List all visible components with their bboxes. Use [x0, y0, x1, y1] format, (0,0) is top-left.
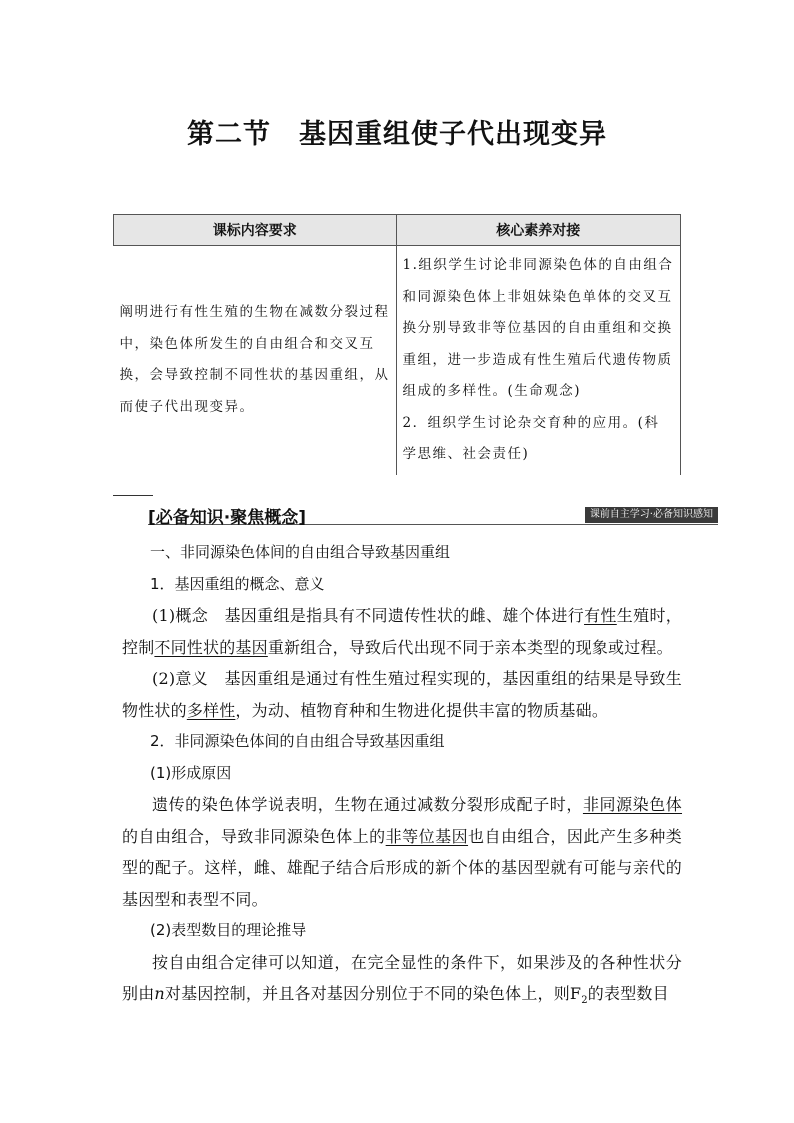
underlined-term: 不同性状的基因 — [154, 637, 268, 657]
literacy-item-2: 2．组织学生讨论杂交育种的应用。(科学思维、社会责任) — [402, 414, 660, 462]
underlined-term: 非等位基因 — [385, 826, 469, 846]
underlined-term: 多样性 — [186, 700, 236, 720]
body-text — [122, 537, 682, 1017]
subscript: 2 — [581, 995, 588, 1007]
standards-table — [113, 214, 681, 475]
heading-derivation: (2)表型数目的理论推导 — [150, 921, 307, 939]
requirement-cell: 阐明进行有性生殖的生物在减数分裂过程中，染色体所发生的自由组合和交叉互换，会导致控制不同性状的基因重组，从而使子代出现变异。 — [114, 246, 397, 475]
literacy-item-1: 1.组织学生讨论非同源染色体的自由组合和同源染色体上非姐妹染色单体的交叉互换分别导致非等位基因的自由重组和交换重组，进一步造成有性生殖后代遗传物质组成的多样性。(生命观念) — [402, 257, 674, 399]
heading-1: 一、非同源染色体间的自由组合导致基因重组 — [150, 543, 451, 561]
page-title: 第二节 基因重组使子代出现变异 — [187, 119, 607, 150]
header-requirements: 课标内容要求 — [114, 215, 397, 246]
paragraph-concept — [122, 600, 682, 663]
text-run: ，为动、植物育种和生物进化提供丰富的物质基础。 — [235, 700, 609, 720]
section-banner — [148, 504, 718, 528]
text-run: 遗传的染色体学说表明，生物在通过减数分裂形成配子时， — [152, 795, 583, 814]
text-run: 的表型数目 — [587, 984, 669, 1003]
text-run: 按自由组合定律可以知道，在完全显性的条件下，如果涉及的各种性状分别由 — [122, 952, 682, 1003]
text-run: 对基因控制，并且各对基因分别位于不同的染色体上，则F — [164, 984, 582, 1003]
literacy-cell — [396, 246, 681, 475]
section-tag: 课前自主学习·必备知识感知 — [585, 507, 718, 523]
paragraph-derivation — [122, 947, 682, 1017]
header-core-literacy: 核心素养对接 — [396, 215, 681, 246]
table-bottom-rule — [113, 495, 153, 496]
underlined-term: 有性 — [584, 606, 617, 625]
heading-1-1: 1．基因重组的概念、意义 — [150, 574, 325, 593]
paragraph-significance — [122, 663, 682, 726]
text-run: 重新组合，导致后代出现不同于亲本类型的现象或过程。 — [267, 637, 673, 657]
text-run: 也自由组合，因此产生多种类型的配子。这样，雌、雄配子结合后形成的新个体的基因型就有可能与亲代的基因型和表型不同。 — [122, 826, 682, 909]
text-run: 生殖时，控制 — [122, 606, 683, 657]
underlined-term: 非同源染色体 — [582, 795, 683, 814]
heading-cause: (1)形成原因 — [150, 763, 232, 782]
section-label: [必备知识·聚焦概念] — [148, 508, 306, 528]
variable-n: n — [154, 984, 165, 1003]
heading-1-2: 2．非同源染色体间的自由组合导致基因重组 — [150, 732, 445, 750]
paragraph-cause — [122, 789, 682, 915]
text-run: (2)意义 基因重组是通过有性生殖过程实现的，基因重组的结果是导致生物性状的 — [122, 669, 682, 720]
text-run: (1)概念 基因重组是指具有不同遗传性状的雌、雄个体进行 — [152, 606, 585, 625]
text-run: 的自由组合，导致非同源染色体上的 — [122, 826, 386, 846]
